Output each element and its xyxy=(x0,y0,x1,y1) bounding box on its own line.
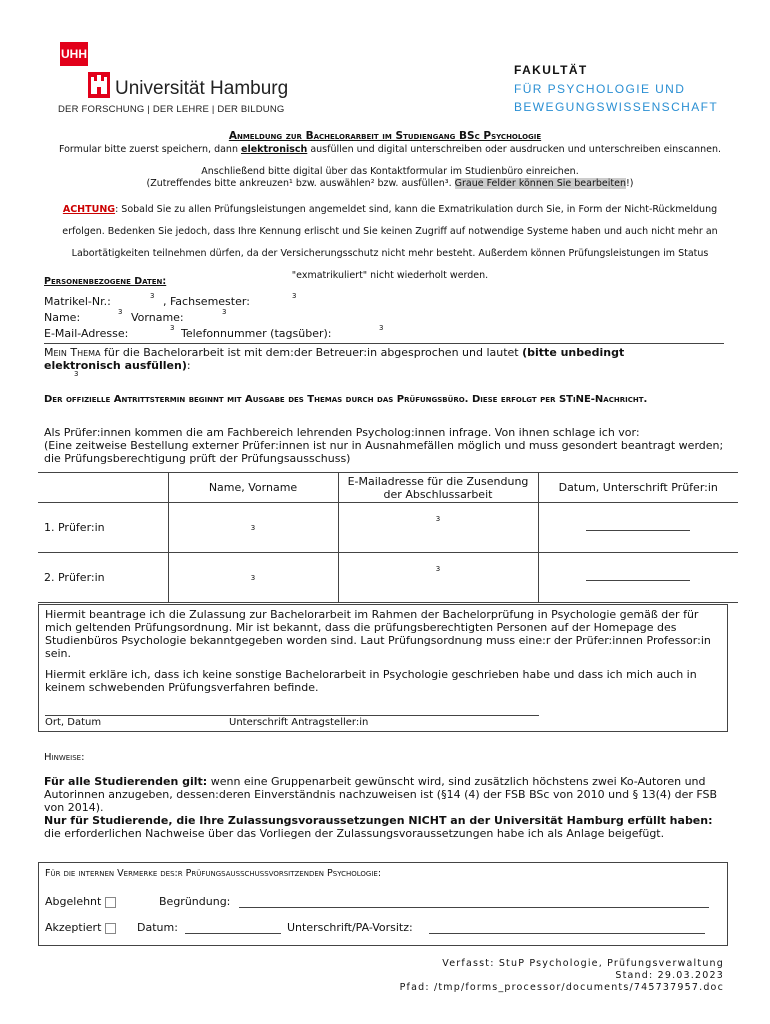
faculty-line-2: FÜR PSYCHOLOGIE UND xyxy=(514,82,686,96)
akzeptiert-checkbox[interactable] xyxy=(105,923,116,934)
pruefer1-name-field[interactable]: 3 xyxy=(168,503,338,553)
faculty-line-1: FAKULTÄT xyxy=(514,63,588,77)
table-row xyxy=(38,503,738,553)
col-header-name: Name, Vorname xyxy=(168,473,338,503)
name-field[interactable]: 3 xyxy=(118,308,123,316)
unterschrift-label: Unterschrift Antragsteller:in xyxy=(229,717,369,728)
footer-date: Stand: 29.03.2023 xyxy=(615,970,724,981)
pruefer1-email-field[interactable]: 3 xyxy=(338,503,538,553)
vorname-label: Vorname: xyxy=(131,311,184,324)
intro-line-2: Anschließend bitte digital über das Kontaktformular im Studienbüro einreichen. xyxy=(201,166,579,177)
abgelehnt-option: Abgelehnt xyxy=(45,895,116,908)
university-name: Universität Hamburg xyxy=(115,78,289,99)
name-label: Name: xyxy=(44,311,81,324)
email-field[interactable]: 3 xyxy=(170,324,175,332)
pruefer2-name-field[interactable]: 3 xyxy=(168,553,338,603)
footer-author: Verfasst: StuP Psychologie, Prüfungsverwaltung xyxy=(442,958,724,969)
datum-field[interactable] xyxy=(185,933,281,934)
hinweise-paragraph-2: Nur für Studierende, die Ihre Zulassungsvoraussetzungen NICHT an der Universität Hamburg erfüllt haben: die erforderlichen Nachweise über das Vorliegen der Zulassungsvoraussetzungen habe ich als Anlage beigefügt. xyxy=(44,814,713,840)
telefon-field[interactable]: 3 xyxy=(379,324,384,332)
antrag-paragraph-1: Hiermit beantrage ich die Zulassung zur Bachelorarbeit im Rahmen der Bachelorprüfung in Psychologie gemäß der für mich geltenden Prüfungsordnung. Mir ist bekannt, dass die prüfungsberechtigten Personen auf der Homepage des Studienbüros Psychologie bekanntgegeben worden sind. Laut Prüfungsordnung muss eine:r der Prüfer:innen Professor:in sein. xyxy=(45,608,711,660)
pa-vorsitz-label: Unterschrift/PA-Vorsitz: xyxy=(287,921,413,934)
personal-data-heading: Personenbezogene Daten: xyxy=(44,276,167,287)
col-header-email: E-Mailadresse für die Zusendung der Abschlussarbeit xyxy=(338,473,538,503)
email-label: E-Mail-Adresse: xyxy=(44,327,129,340)
uhh-logo-text: UHH xyxy=(61,47,87,61)
pruefer-intro: Als Prüfer:innen kommen die am Fachbereich lehrenden Psycholog:innen infrage. Von ihnen schlage ich vor: (Eine zeitweise Bestellung externer Prüfer:innen ist nur in Ausnahmefällen möglich und muss gesondert beantragt werden; die Prüfungsberechtigung prüft der Prüfungsausschuss) xyxy=(44,426,724,465)
telefon-label: Telefonnummer (tagsüber): xyxy=(181,327,332,340)
faculty-line-3: BEWEGUNGSWISSENSCHAFT xyxy=(514,100,719,114)
antritt-notice: Der offizielle Antrittstermin beginnt mit Ausgabe des Themas durch das Prüfungsbüro. Diese erfolgt per STiNE-Nachricht. xyxy=(44,394,648,405)
thema-paragraph: Mein Thema für die Bachelorarbeit ist mit dem:der Betreuer:in abgesprochen und lautet (bitte unbedingt elektronisch ausfüllen): xyxy=(44,346,625,372)
signature-line[interactable] xyxy=(45,715,539,716)
datum-label: Datum: xyxy=(137,921,178,934)
table-corner xyxy=(38,473,168,503)
vorname-field[interactable]: 3 xyxy=(222,308,227,316)
pruefer-table xyxy=(38,472,738,603)
intro-line-3: (Zutreffendes bitte ankreuzen¹ bzw. auswählen² bzw. ausfüllen³. Graue Felder können Sie bearbeiten!) xyxy=(146,178,634,189)
hinweise-heading: Hinweise: xyxy=(44,752,85,763)
intern-heading: Für die internen Vermerke des:r Prüfungsausschussvorsitzenden Psychologie: xyxy=(45,868,382,879)
row-label: 2. Prüfer:in xyxy=(38,553,168,603)
warning-paragraph: ACHTUNG: Sobald Sie zu allen Prüfungsleistungen angemeldet sind, kann die Exmatrikulation durch Sie, in Form der Nicht-Rückmeldung erfolgen. Bedenken Sie jedoch, dass Ihre Kennung erlischt und Sie keinen Zugriff auf notwendige Systeme haben und auch nicht mehr an Labortätigkeiten teilnehmen dürfen, da der Versicherungsschutz nicht mehr besteht. Außerdem können Prüfungsleistungen im Status "exmatrikuliert" nicht wiederholt werden. xyxy=(62,204,718,281)
ort-datum-label: Ort, Datum xyxy=(45,717,102,728)
row-label: 1. Prüfer:in xyxy=(38,503,168,553)
fachsemester-label: , Fachsemester: xyxy=(163,295,250,308)
intern-box xyxy=(38,862,728,946)
university-tagline: DER FORSCHUNG | DER LEHRE | DER BILDUNG xyxy=(58,104,285,115)
pa-vorsitz-field[interactable] xyxy=(429,933,705,934)
hinweise-paragraph-1: Für alle Studierenden gilt: wenn eine Gruppenarbeit gewünscht wird, sind zusätzlich höchstens zwei Ko-Autoren und Autorinnen anzugeben, dessen:deren Einverständnis nachzuweisen ist (§14 (4) der FSB BSc von 2010 und § 13(4) der FSB von 2014). xyxy=(44,775,718,814)
table-row xyxy=(38,553,738,603)
intro-line-1: Formular bitte zuerst speichern, dann elektronisch ausfüllen und digital unterschreiben oder ausdrucken und unterschreiben einscannen. xyxy=(58,144,722,155)
begruendung-field[interactable] xyxy=(239,907,709,908)
thema-field[interactable]: 3 xyxy=(74,370,79,378)
akzeptiert-option: Akzeptiert xyxy=(45,921,116,934)
divider xyxy=(44,343,724,344)
matrikel-label: Matrikel-Nr.: xyxy=(44,295,111,308)
antrag-box xyxy=(38,604,728,732)
matrikel-field[interactable]: 3 xyxy=(150,292,155,300)
hamburg-seal-icon xyxy=(88,72,110,98)
footer-path: Pfad: /tmp/forms_processor/documents/745737957.doc xyxy=(399,982,724,993)
abgelehnt-checkbox[interactable] xyxy=(105,897,116,908)
col-header-sign: Datum, Unterschrift Prüfer:in xyxy=(538,473,738,503)
begruendung-label: Begründung: xyxy=(159,895,231,908)
pruefer1-sign-field[interactable] xyxy=(538,503,738,553)
antrag-paragraph-2: Hiermit erkläre ich, dass ich keine sonstige Bachelorarbeit in Psychologie geschrieben habe und dass ich mich auch in keinem schwebenden Prüfungsverfahren befinde. xyxy=(45,668,697,694)
pruefer2-sign-field[interactable] xyxy=(538,553,738,603)
form-title: Anmeldung zur Bachelorarbeit im Studiengang BSc Psychologie xyxy=(228,130,542,142)
pruefer2-email-field[interactable]: 3 xyxy=(338,553,538,603)
fachsemester-field[interactable]: 3 xyxy=(292,292,297,300)
